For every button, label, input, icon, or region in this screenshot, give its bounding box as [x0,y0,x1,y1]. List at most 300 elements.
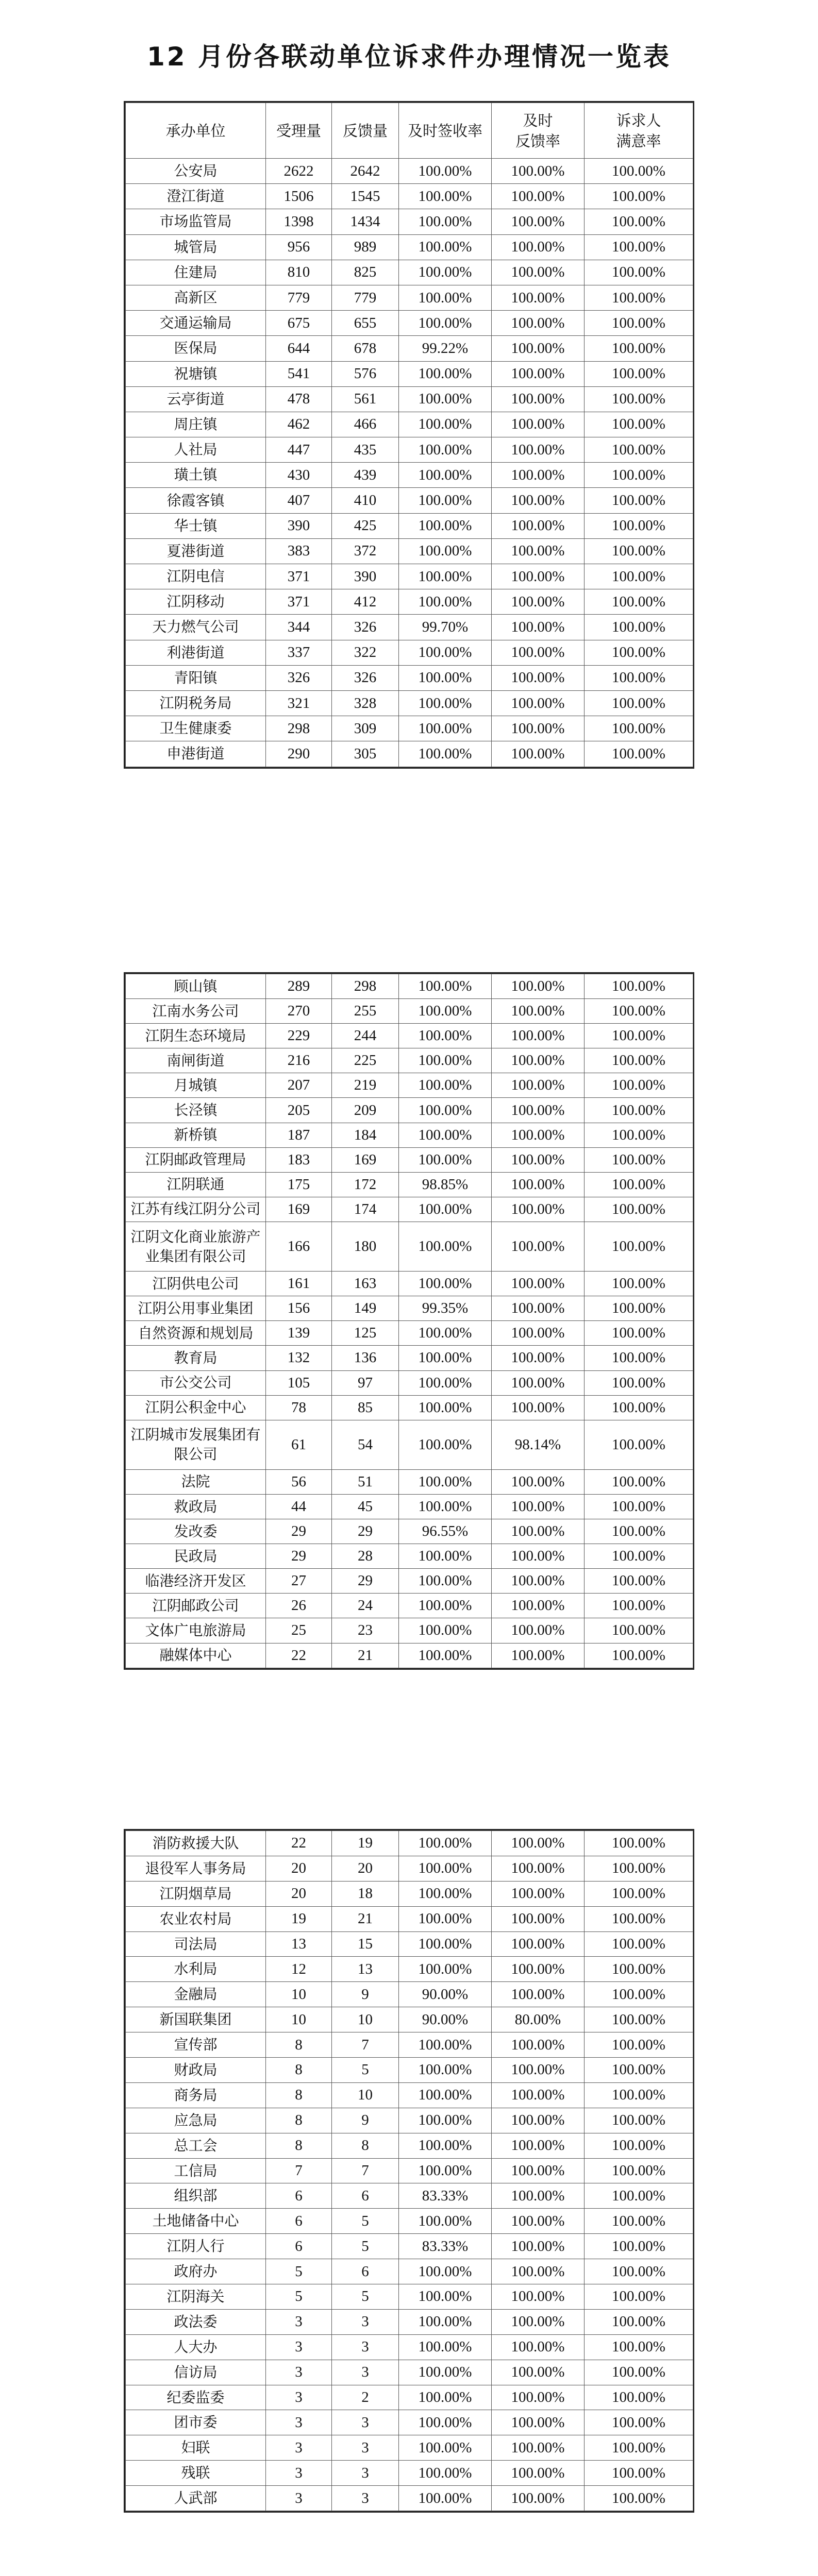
value-cell: 100.00% [399,1469,492,1494]
value-cell: 100.00% [399,285,492,310]
value-cell: 100.00% [492,1618,585,1643]
value-cell: 78 [266,1395,332,1420]
unit-name-cell: 团市委 [126,2410,266,2435]
unit-name-cell: 土地储备中心 [126,2209,266,2234]
value-cell: 100.00% [492,1321,585,1346]
value-cell: 100.00% [492,2461,585,2486]
value-cell: 100.00% [585,285,693,310]
value-cell: 6 [266,2183,332,2209]
value-cell: 100.00% [585,1931,693,1957]
table-row [126,1321,693,1346]
value-cell: 7 [266,2158,332,2183]
value-cell: 100.00% [399,741,492,767]
value-cell: 100.00% [399,2309,492,2334]
table-row [126,336,693,361]
table-row [126,184,693,209]
value-cell: 44 [266,1494,332,1519]
value-cell: 100.00% [585,2133,693,2158]
table-row [126,437,693,463]
value-cell: 407 [266,488,332,513]
value-cell: 100.00% [492,159,585,184]
value-cell: 100.00% [585,665,693,690]
value-cell: 100.00% [585,1395,693,1420]
value-cell: 100.00% [585,1024,693,1048]
value-cell: 309 [332,716,399,741]
value-cell: 435 [332,437,399,463]
value-cell: 100.00% [399,1272,492,1296]
value-cell: 100.00% [585,741,693,767]
value-cell: 100.00% [585,2360,693,2385]
table-row [126,1098,693,1123]
value-cell: 100.00% [399,488,492,513]
value-cell: 100.00% [492,1957,585,1982]
table-row [126,2360,693,2385]
value-cell: 169 [332,1147,399,1172]
value-cell: 3 [332,2410,399,2435]
value-cell: 100.00% [399,2158,492,2183]
value-cell: 100.00% [492,2435,585,2461]
table-row [126,589,693,615]
value-cell: 100.00% [585,234,693,260]
value-cell: 100.00% [399,1957,492,1982]
value-cell: 100.00% [585,1172,693,1197]
value-cell: 9 [332,1982,399,2007]
table-row [126,1172,693,1197]
unit-name-cell: 政法委 [126,2309,266,2334]
value-cell: 100.00% [492,234,585,260]
value-cell: 337 [266,640,332,665]
value-cell: 100.00% [585,974,693,999]
value-cell: 100.00% [492,615,585,640]
value-cell: 100.00% [399,2360,492,2385]
value-cell: 430 [266,463,332,488]
value-cell: 100.00% [399,538,492,564]
value-cell: 100.00% [585,2334,693,2360]
table-row [126,2309,693,2334]
value-cell: 100.00% [585,1906,693,1931]
unit-name-cell: 商务局 [126,2082,266,2108]
value-cell: 80.00% [492,2007,585,2032]
value-cell: 100.00% [492,1831,585,1856]
value-cell: 100.00% [492,2133,585,2158]
table-row [126,716,693,741]
value-cell: 100.00% [585,640,693,665]
value-cell: 169 [266,1197,332,1222]
value-cell: 3 [266,2309,332,2334]
unit-name-cell: 文体广电旅游局 [126,1618,266,1643]
unit-name-cell: 残联 [126,2461,266,2486]
table-row [126,690,693,716]
value-cell: 8 [266,2032,332,2058]
value-cell: 100.00% [492,209,585,234]
value-cell: 27 [266,1569,332,1594]
unit-name-cell: 法院 [126,1469,266,1494]
value-cell: 100.00% [492,2385,585,2410]
value-cell: 100.00% [399,1147,492,1172]
unit-name-cell: 卫生健康委 [126,716,266,741]
value-cell: 100.00% [492,2360,585,2385]
value-cell: 100.00% [585,2158,693,2183]
value-cell: 100.00% [492,2158,585,2183]
unit-name-cell: 司法局 [126,1931,266,1957]
value-cell: 100.00% [399,999,492,1024]
unit-name-cell: 总工会 [126,2133,266,2158]
unit-name-cell: 城管局 [126,234,266,260]
value-cell: 207 [266,1073,332,1098]
unit-name-cell: 人大办 [126,2334,266,2360]
value-cell: 298 [266,716,332,741]
unit-name-cell: 江阴公积金中心 [126,1395,266,1420]
value-cell: 100.00% [492,716,585,741]
value-cell: 20 [266,1881,332,1906]
value-cell: 100.00% [492,2234,585,2259]
unit-name-cell: 月城镇 [126,1073,266,1098]
value-cell: 100.00% [492,1643,585,1668]
value-cell: 100.00% [492,311,585,336]
value-cell: 100.00% [399,386,492,412]
value-cell: 96.55% [399,1519,492,1544]
value-cell: 100.00% [399,437,492,463]
table-block-2 [124,972,694,1670]
unit-name-cell: 南闸街道 [126,1048,266,1073]
value-cell: 19 [332,1831,399,1856]
value-cell: 5 [332,2234,399,2259]
value-cell: 100.00% [492,1147,585,1172]
value-cell: 100.00% [585,437,693,463]
value-cell: 100.00% [492,513,585,538]
table-row [126,488,693,513]
column-header: 反馈量 [332,103,399,159]
table-row [126,2435,693,2461]
value-cell: 100.00% [585,1197,693,1222]
value-cell: 100.00% [399,1024,492,1048]
value-cell: 270 [266,999,332,1024]
table-row [126,386,693,412]
value-cell: 6 [332,2259,399,2284]
table-row [126,1494,693,1519]
table-row [126,1147,693,1172]
value-cell: 10 [332,2007,399,2032]
value-cell: 100.00% [399,234,492,260]
table-row [126,2082,693,2108]
table-row [126,2234,693,2259]
value-cell: 205 [266,1098,332,1123]
data-table [125,974,693,1668]
value-cell: 3 [266,2486,332,2511]
unit-name-cell: 江阴电信 [126,564,266,589]
value-cell: 100.00% [585,716,693,741]
value-cell: 100.00% [399,1098,492,1123]
unit-name-cell: 璜土镇 [126,463,266,488]
value-cell: 229 [266,1024,332,1048]
value-cell: 100.00% [492,1569,585,1594]
value-cell: 3 [266,2410,332,2435]
value-cell: 100.00% [585,2058,693,2083]
value-cell: 105 [266,1370,332,1395]
value-cell: 100.00% [492,2309,585,2334]
value-cell: 655 [332,311,399,336]
unit-name-cell: 江阴供电公司 [126,1272,266,1296]
unit-name-cell: 妇联 [126,2435,266,2461]
unit-name-cell: 消防救援大队 [126,1831,266,1856]
unit-name-cell: 新桥镇 [126,1123,266,1147]
value-cell: 100.00% [492,285,585,310]
value-cell: 100.00% [492,1906,585,1931]
column-header: 受理量 [266,103,332,159]
value-cell: 22 [266,1831,332,1856]
value-cell: 85 [332,1395,399,1420]
value-cell: 98.85% [399,1172,492,1197]
value-cell: 371 [266,564,332,589]
value-cell: 5 [332,2058,399,2083]
value-cell: 100.00% [399,2133,492,2158]
table-row [126,2058,693,2083]
value-cell: 100.00% [585,2209,693,2234]
value-cell: 100.00% [492,184,585,209]
value-cell: 2 [332,2385,399,2410]
value-cell: 100.00% [585,336,693,361]
value-cell: 100.00% [585,513,693,538]
value-cell: 100.00% [399,159,492,184]
value-cell: 100.00% [585,1881,693,1906]
table-row [126,1197,693,1222]
value-cell: 56 [266,1469,332,1494]
value-cell: 100.00% [399,1370,492,1395]
value-cell: 289 [266,974,332,999]
value-cell: 100.00% [585,1982,693,2007]
value-cell: 412 [332,589,399,615]
value-cell: 390 [266,513,332,538]
table-row [126,1370,693,1395]
value-cell: 100.00% [399,260,492,285]
table-row [126,513,693,538]
value-cell: 100.00% [492,2334,585,2360]
unit-name-cell: 水利局 [126,1957,266,1982]
value-cell: 100.00% [492,1272,585,1296]
unit-name-cell: 江阴移动 [126,589,266,615]
value-cell: 100.00% [492,1073,585,1098]
table-row [126,209,693,234]
value-cell: 100.00% [399,209,492,234]
value-cell: 51 [332,1469,399,1494]
value-cell: 100.00% [492,741,585,767]
value-cell: 100.00% [492,690,585,716]
value-cell: 149 [332,1296,399,1321]
table-row [126,2385,693,2410]
value-cell: 10 [266,1982,332,2007]
value-cell: 100.00% [585,209,693,234]
table-row [126,1519,693,1544]
value-cell: 100.00% [492,2108,585,2133]
value-cell: 100.00% [399,1048,492,1073]
unit-name-cell: 江阴邮政管理局 [126,1147,266,1172]
table-row [126,2108,693,2133]
unit-name-cell: 农业农村局 [126,1906,266,1931]
value-cell: 100.00% [399,1569,492,1594]
value-cell: 678 [332,336,399,361]
value-cell: 100.00% [399,2486,492,2511]
unit-name-cell: 人社局 [126,437,266,463]
unit-name-cell: 高新区 [126,285,266,310]
table-row [126,1569,693,1594]
value-cell: 100.00% [492,999,585,1024]
table-row [126,260,693,285]
value-cell: 6 [266,2209,332,2234]
value-cell: 100.00% [399,412,492,437]
value-cell: 100.00% [585,999,693,1024]
table-row [126,234,693,260]
table-row [126,412,693,437]
header-row [126,103,693,159]
table-row [126,1296,693,1321]
unit-name-cell: 长泾镇 [126,1098,266,1123]
value-cell: 7 [332,2158,399,2183]
value-cell: 100.00% [399,2284,492,2310]
value-cell: 825 [332,260,399,285]
value-cell: 100.00% [492,2082,585,2108]
table-row [126,1395,693,1420]
value-cell: 100.00% [585,361,693,386]
value-cell: 100.00% [585,1321,693,1346]
value-cell: 90.00% [399,1982,492,2007]
value-cell: 100.00% [492,665,585,690]
table-row [126,1881,693,1906]
value-cell: 100.00% [399,1544,492,1569]
value-cell: 462 [266,412,332,437]
value-cell: 83.33% [399,2234,492,2259]
value-cell: 100.00% [492,2259,585,2284]
table-row [126,361,693,386]
value-cell: 100.00% [399,2461,492,2486]
unit-name-cell: 市公交公司 [126,1370,266,1395]
unit-name-cell: 江阴生态环境局 [126,1024,266,1048]
value-cell: 390 [332,564,399,589]
unit-name-cell: 江阴海关 [126,2284,266,2310]
unit-name-cell: 夏港街道 [126,538,266,564]
unit-name-cell: 新国联集团 [126,2007,266,2032]
value-cell: 100.00% [585,1831,693,1856]
value-cell: 328 [332,690,399,716]
value-cell: 100.00% [585,386,693,412]
value-cell: 100.00% [492,1469,585,1494]
value-cell: 100.00% [492,1296,585,1321]
value-cell: 372 [332,538,399,564]
table-row [126,2259,693,2284]
value-cell: 410 [332,488,399,513]
value-cell: 100.00% [399,1123,492,1147]
value-cell: 100.00% [492,1931,585,1957]
value-cell: 125 [332,1321,399,1346]
value-cell: 100.00% [585,159,693,184]
value-cell: 3 [332,2334,399,2360]
value-cell: 99.70% [399,615,492,640]
value-cell: 3 [332,2486,399,2511]
unit-name-cell: 顾山镇 [126,974,266,999]
value-cell: 100.00% [585,2461,693,2486]
value-cell: 54 [332,1420,399,1469]
value-cell: 100.00% [492,1123,585,1147]
value-cell: 7 [332,2032,399,2058]
value-cell: 100.00% [585,2183,693,2209]
value-cell: 90.00% [399,2007,492,2032]
value-cell: 12 [266,1957,332,1982]
value-cell: 100.00% [585,1856,693,1881]
unit-name-cell: 融媒体中心 [126,1643,266,1668]
value-cell: 100.00% [492,1098,585,1123]
table-row [126,2007,693,2032]
unit-name-cell: 信访局 [126,2360,266,2385]
value-cell: 100.00% [492,974,585,999]
table-row [126,1618,693,1643]
table-row [126,2133,693,2158]
unit-name-cell: 医保局 [126,336,266,361]
value-cell: 100.00% [585,1594,693,1618]
value-cell: 576 [332,361,399,386]
value-cell: 100.00% [399,2082,492,2108]
value-cell: 100.00% [492,2284,585,2310]
value-cell: 100.00% [399,2259,492,2284]
unit-name-cell: 金融局 [126,1982,266,2007]
value-cell: 100.00% [492,2032,585,2058]
unit-name-cell: 江苏有线江阴分公司 [126,1197,266,1222]
value-cell: 10 [332,2082,399,2108]
value-cell: 100.00% [585,2486,693,2511]
value-cell: 2642 [332,159,399,184]
value-cell: 8 [266,2108,332,2133]
value-cell: 100.00% [492,1048,585,1073]
value-cell: 100.00% [585,2385,693,2410]
table-row [126,1594,693,1618]
unit-name-cell: 救政局 [126,1494,266,1519]
value-cell: 675 [266,311,332,336]
value-cell: 100.00% [399,2209,492,2234]
value-cell: 5 [266,2284,332,2310]
value-cell: 100.00% [585,412,693,437]
value-cell: 8 [266,2082,332,2108]
unit-name-cell: 江阴税务局 [126,690,266,716]
value-cell: 3 [266,2385,332,2410]
table-row [126,311,693,336]
value-cell: 100.00% [399,1222,492,1271]
value-cell: 21 [332,1643,399,1668]
value-cell: 100.00% [492,412,585,437]
table-row [126,2158,693,2183]
value-cell: 100.00% [585,2234,693,2259]
column-header: 及时签收率 [399,103,492,159]
unit-name-cell: 住建局 [126,260,266,285]
value-cell: 26 [266,1594,332,1618]
column-header: 及时 反馈率 [492,103,585,159]
value-cell: 100.00% [492,386,585,412]
unit-name-cell: 公安局 [126,159,266,184]
value-cell: 100.00% [492,2486,585,2511]
value-cell: 100.00% [492,640,585,665]
value-cell: 100.00% [492,1881,585,1906]
value-cell: 100.00% [585,589,693,615]
value-cell: 989 [332,234,399,260]
value-cell: 100.00% [585,1544,693,1569]
value-cell: 13 [332,1957,399,1982]
value-cell: 100.00% [492,1024,585,1048]
column-header: 承办单位 [126,103,266,159]
value-cell: 100.00% [399,589,492,615]
table-row [126,2410,693,2435]
table-row [126,159,693,184]
table-row [126,1831,693,1856]
value-cell: 99.35% [399,1296,492,1321]
value-cell: 100.00% [399,1881,492,1906]
unit-name-cell: 江阴城市发展集团有限公司 [126,1420,266,1469]
